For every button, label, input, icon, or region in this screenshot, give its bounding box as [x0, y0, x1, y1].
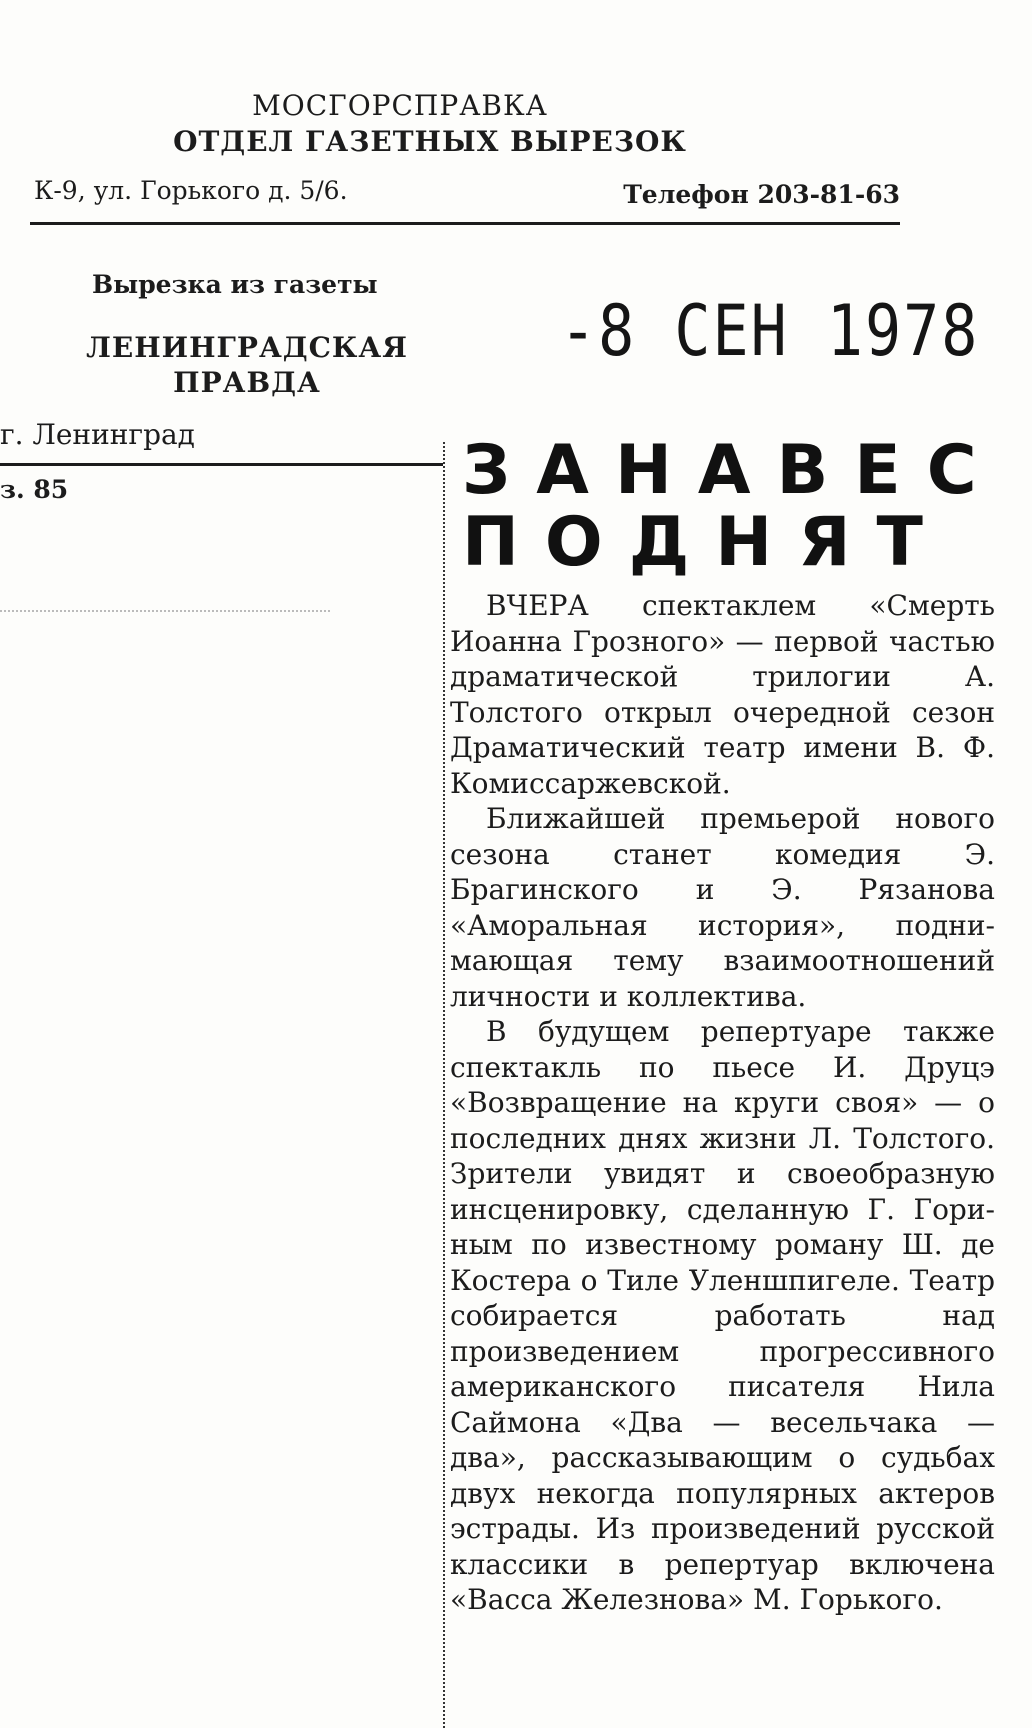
clipping-label: Вырезка из газеты	[92, 270, 378, 299]
article-paragraph: В будущем репертуаре также спектакль по пьесе И. Друцэ «Возвращение на круги своя» — о последних днях жизни Л. Толстого. Зрители увидят и своеобразную инсценировку, сделанную Г. Гориным по известному роману Ш. де Костера о Тиле Уленшпигеле. Театр собирается работать над произведением прогрессивного американского писателя Нила Саймона «Два — весельчака — два», рассказывающим о судьбах двух некогда популярных актеров эстрады. Из произведений русской классики в репертуар включена «Васса Железнова» М. Горького.	[450, 1015, 995, 1616]
order-number: з. 85	[0, 475, 69, 504]
article-body	[450, 588, 995, 1618]
article-title-line-1: ЗАНАВЕС	[462, 431, 1003, 510]
date-stamp: -8 СЕН 1978	[560, 290, 980, 373]
service-department: ОТДЕЛ ГАЗЕТНЫХ ВЫРЕЗОК	[173, 125, 687, 158]
service-phone: Телефон 203-81-63	[623, 180, 900, 209]
column-divider	[443, 442, 445, 1728]
service-header	[30, 88, 900, 160]
newspaper-name: ЛЕНИНГРАДСКАЯ ПРАВДА	[86, 331, 408, 399]
service-contact-row	[30, 172, 900, 225]
divider	[0, 463, 443, 466]
service-address: К-9, ул. Горького д. 5/6.	[34, 176, 348, 205]
newspaper-city: г. Ленинград	[0, 418, 195, 451]
dotted-divider	[0, 610, 330, 612]
article-paragraph: Ближайшей премьерой нового сезона станет комедия Э. Брагинского и Э. Рязанова «Аморальная история», поднимающая тему взаимоотношений личности и коллектива.	[450, 802, 995, 1013]
article-title-line-2: ПОДНЯТ	[462, 503, 949, 582]
article-paragraph: ВЧЕРА спектаклем «Смерть Иоанна Грозного» — первой частью драматической трилогии А. Толстого открыл очередной сезон Драматический театр имени В. Ф. Комиссаржевской.	[450, 589, 995, 800]
service-name: МОСГОРСПРАВКА	[252, 89, 548, 122]
